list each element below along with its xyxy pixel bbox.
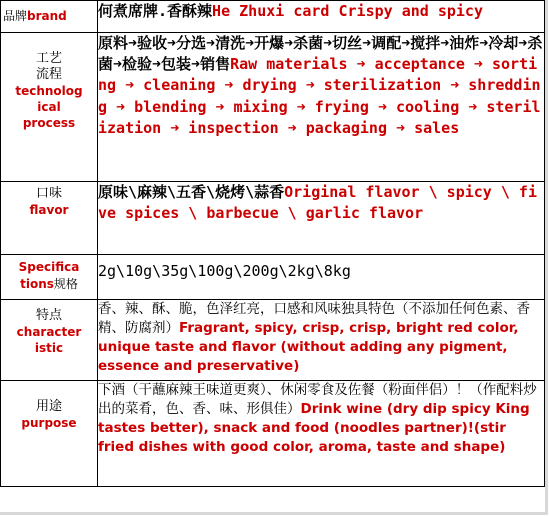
brand-label-en: brand — [27, 9, 67, 23]
flavor-label-cell — [1, 182, 98, 255]
specifications-label-zh: 规格 — [53, 277, 78, 291]
brand-value-en: He Zhuxi card Crispy and spicy — [212, 2, 483, 20]
flavor-value-en: Original flavor \ spicy \ five spices \ barbecue \ garlic flavor — [98, 183, 537, 223]
purpose-row — [1, 381, 545, 487]
specifications-label-en-1: Specifica — [18, 260, 80, 274]
specifications-label-cell — [1, 255, 98, 300]
characteristic-value-en: Fragrant, spicy, crisp, crisp, bright red color, unique taste and flavor (without adding any pigment, essence and preservative) — [98, 320, 519, 374]
process-row — [1, 33, 545, 182]
flavor-label-zh: 口味 — [35, 186, 62, 201]
process-value-en: Raw materials ➜ acceptance ➜ sorting ➜ cleaning ➜ drying ➜ sterilization ➜ shredding ➜ blending ➜ mixing ➜ frying ➜ cooling ➜ sterilization ➜ inspection ➜ packaging ➜ sales — [98, 55, 541, 137]
purpose-label-zh: 用途 — [35, 399, 62, 414]
characteristic-label-en-2: istic — [34, 341, 64, 355]
purpose-value-zh: 下酒（干蘸麻辣王味道更爽）、休闲零食及佐餐（粉面伴侣）！（作配料炒出的菜肴，色、香、味、形俱佳） — [98, 382, 537, 417]
characteristic-label-en-1: character — [16, 325, 82, 339]
specifications-row — [1, 255, 545, 300]
process-label-en-2: ical — [37, 100, 61, 114]
specifications-label-en-2: tions — [20, 277, 54, 291]
process-value-zh: 原料➜验收➜分选➜清洗➜开爆➜杀菌➜切丝➜调配➜搅拌➜油炸➜冷却➜杀菌➜检验➜包装➜销售 — [98, 34, 543, 74]
specifications-label-line-2 — [1, 275, 97, 292]
characteristic-value-cell — [98, 300, 545, 381]
purpose-value-cell — [98, 381, 545, 487]
characteristic-value-zh: 香、辣、酥、脆，色泽红亮，口感和风味独具特色（不添加任何色素、香精、防腐剂） — [98, 301, 530, 336]
flavor-row — [1, 182, 545, 255]
brand-value-cell — [98, 1, 545, 33]
specifications-value-cell — [98, 255, 545, 300]
flavor-value-zh: 原味\麻辣\五香\烧烤\蒜香 — [98, 183, 285, 201]
brand-label-cell — [1, 1, 98, 33]
characteristic-label-cell — [1, 300, 98, 381]
purpose-label-cell — [1, 381, 98, 487]
flavor-value-cell — [98, 182, 545, 255]
process-label-en-1: technolog — [15, 84, 83, 98]
process-label-zh-2: 流程 — [35, 67, 62, 82]
characteristic-label-zh: 特点 — [35, 308, 62, 323]
process-label-zh-1: 工艺 — [35, 51, 62, 66]
process-value-cell — [98, 33, 545, 182]
flavor-label-en: flavor — [29, 203, 69, 217]
process-label-en-3: process — [22, 116, 76, 130]
brand-value-zh: 何煮席牌.香酥辣 — [98, 2, 213, 20]
characteristic-row — [1, 300, 545, 381]
specifications-value: 2g\10g\35g\100g\200g\2kg\8kg — [98, 262, 351, 280]
brand-label-zh: 品牌 — [3, 9, 28, 23]
purpose-label-en: purpose — [21, 416, 77, 430]
purpose-value-en: Drink wine (dry dip spicy King tastes better), snack and food (noodles partner)!(stir fried dishes with good color, aroma, taste and shape) — [98, 401, 530, 455]
brand-row — [1, 1, 545, 33]
process-label-cell — [1, 33, 98, 182]
